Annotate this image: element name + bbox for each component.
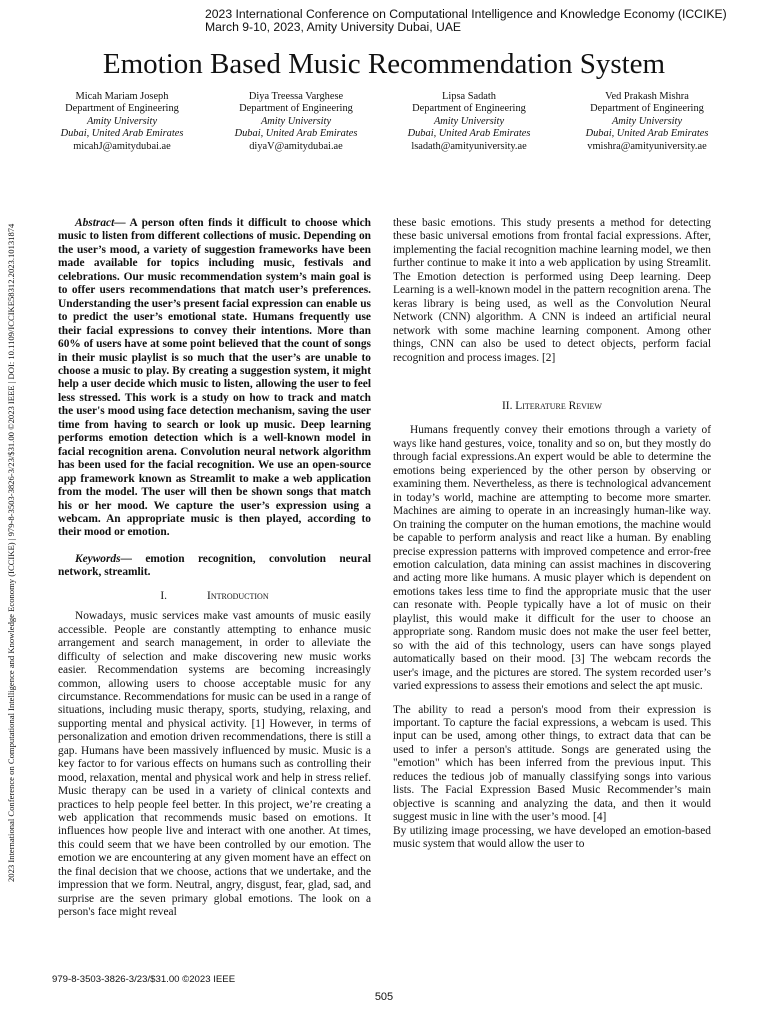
author-dept: Department of Engineering [412, 103, 526, 115]
paper-title: Emotion Based Music Recommendation System [102, 48, 666, 80]
author-location: Dubai, United Arab Emirates [60, 128, 184, 140]
page-number: 505 [374, 991, 394, 1003]
keywords [58, 553, 371, 580]
author-univ: Amity University [86, 115, 158, 127]
abstract [58, 217, 371, 540]
author-email: vmishra@amityuniversity.ae [587, 140, 707, 152]
author-block [206, 91, 386, 153]
author-email: micahJ@amitydubai.ae [73, 140, 171, 152]
section-heading [393, 400, 711, 413]
paragraph: The ability to read a person's mood from their expression is important. To capture the facial expressions, a webcam is used. This input can be used, among other things, to extract data that can be used to infer a person's attitude. Songs are generated using the "emotion" which has been inferred from the previous input. This reduces the tedious job of manually classifying songs into various lists. The Facial Expression Based Music Recommender’s main objective is scanning and analyzing the data, and then it would suggest music in line with the user’s mood. [4] [393, 703, 711, 824]
author-name: Micah Mariam Joseph [75, 91, 169, 102]
author-name: Ved Prakash Mishra [605, 91, 689, 102]
left-column [58, 217, 371, 920]
paragraph: Nowadays, music services make vast amounts of music easily accessible. People are constantly attempting to enhance music arrangement and search management, in order to alleviate the difficulty of selection and make discovering new music works easier. Recommendation systems are becoming increasingly common, allowing users to choose acceptable music for any circumstance. Recommendations for music can be used in a range of situations, including music therapy, sports, studying, relaxing, and supporting mental and physical activity. [1] However, in terms of personalization and emotion driven recommendations, there is still a gap. Humans have been massively influenced by music. Music is a key factor to for various effects on humans such as controlling their mood, relaxation, mental and physical work and help in stress relief. Music therapy can be used in a variety of clinical contexts and practices to help people feel better. In this project, we’re creating a web application that recommends music based on emotions. It influences how people live and interact with one another. At times, this could seem that we have been controlled by our emotion. The emotion we are encountering at any given moment have an effect on the final decision that we choose, actions that we undertake, and the impression that we form. Neutral, angry, disgust, fear, glad, sad, and surprise are the seven primary global emotions. The look on a person's face might reveal [58, 610, 371, 919]
paragraph: these basic emotions. This study presents a method for detecting these basic universal emotions from frontal facial expressions. After, implementing the facial recognition machine learning model, we then further continue to make it into a web application by using Streamlit. The Emotion detection is performed using Deep learning. Deep Learning is a well-known model in the pattern recognition arena. The keras library is being used, as well as the Convolution Neural Network (CNN) algorithm. A CNN is indeed an artificial neural network with some machine learning component. Among other things, CNN can also be used to detect objects, perform facial recognition and process images. [2] [393, 217, 711, 364]
author-location: Dubai, United Arab Emirates [407, 128, 531, 140]
author-email: diyaV@amitydubai.ae [249, 140, 343, 152]
author-location: Dubai, United Arab Emirates [585, 128, 709, 140]
conference-header [205, 8, 727, 34]
author-univ: Amity University [260, 115, 332, 127]
author-dept: Department of Engineering [239, 103, 353, 115]
author-block [557, 91, 737, 153]
author-name: Diya Treessa Varghese [248, 91, 344, 102]
abstract-text: A person often finds it difficult to choose which music to listen from different collections of music. Depending on the user’s mood, a variety of suggestion frameworks have been made available for topics including music, festivals and celebrations. Our music recommendation system’s main goal is to offer users recommendations that match user’s preferences. Understanding the user’s present facial expression can enable us to predict the user’s emotional state. Humans frequently use their facial expressions to convey their intentions. More than 60% of users have at some point believed that the count of songs in their music playlist is so much that the user’s are unable to choose a music to play. By creating a suggestion system, it might help a user decide which music to listen, allowing the user to feel less stressed. This work is a study on how to track and match the user's mood using face detection mechanism, saving the user time from having to search or look up music. Deep learning performs emotion detection which is a well-known model in facial recognition arena. Convolution neural network algorithm has been used for the facial recognition. We use an open-source app framework known as Streamlit to make a web application from the model. The user will then be shown songs that match his or her mood. We capture the user’s expression using a webcam. An appropriate music is then played, according to their mood or emotion. [58, 217, 372, 539]
author-block [379, 91, 559, 153]
conference-date: March 9-10, 2023, Amity University Dubai, UAE [205, 20, 462, 34]
section-title: II. Literature Review [501, 399, 602, 412]
conference-name: 2023 International Conference on Computational Intelligence and Knowledge Economy (ICCIKE) [205, 7, 727, 21]
author-univ: Amity University [433, 115, 505, 127]
keywords-label: Keywords— [75, 552, 132, 565]
author-block [32, 91, 212, 153]
paragraph: By utilizing image processing, we have developed an emotion-based music system that would allow the user to [393, 824, 711, 851]
section-number: I. [160, 589, 168, 602]
copyright-footer: 979-8-3503-3826-3/23/$31.00 ©2023 IEEE [52, 974, 236, 985]
author-name: Lipsa Sadath [442, 91, 496, 102]
author-location: Dubai, United Arab Emirates [234, 128, 358, 140]
doi-sidebar: 2023 International Conference on Computational Intelligence and Knowledge Economy (ICCIKE) | 979-8-3503-3826-3/23/$31.00 ©2023 IEEE | DOI: 10.1109/ICCIKE58312.2023.10131874 [6, 223, 16, 882]
paragraph: Humans frequently convey their emotions through a variety of ways like hand gestures, voice, tonality and so on, but they mostly do through facial expressions.An expert would be able to determine the emotions being experienced by the other person by observing or examining them. Nevertheless, as there is technological advancement in today’s world, machine are attempting to become more smarter. Machines are aiming to operate in an increasingly human-like way. On training the computer on the human emotions, the machine would be capable to perform analysis and react like a human. By enabling precise expression patterns with improved competence and error-free emotion calculation, data mining can assist machines in discovering and acting more like humans. A music player which is dependent on emotions takes less time to find the appropriate music that the user can resonate with. People typically have a lot of music on their playlist, this would make it difficult for the user to choose an appropriate song. Random music does not make the user feel better, so with the aid of this technology, users can have songs played automatically based on their mood. [3] The webcam records the user's image, and the pictures are stored. The system recorded user’s varied expressions to assess their emotions and select the apt music. [393, 424, 711, 693]
author-univ: Amity University [611, 115, 683, 127]
abstract-label: Abstract— [75, 217, 126, 229]
section-title: Introduction [207, 589, 269, 602]
keywords-text: emotion recognition, convolution neural network, streamlit. [58, 552, 371, 579]
author-dept: Department of Engineering [590, 103, 704, 115]
section-heading [58, 590, 371, 603]
author-dept: Department of Engineering [65, 103, 179, 115]
right-column [393, 217, 711, 851]
author-email: lsadath@amityuniversity.ae [411, 140, 527, 152]
